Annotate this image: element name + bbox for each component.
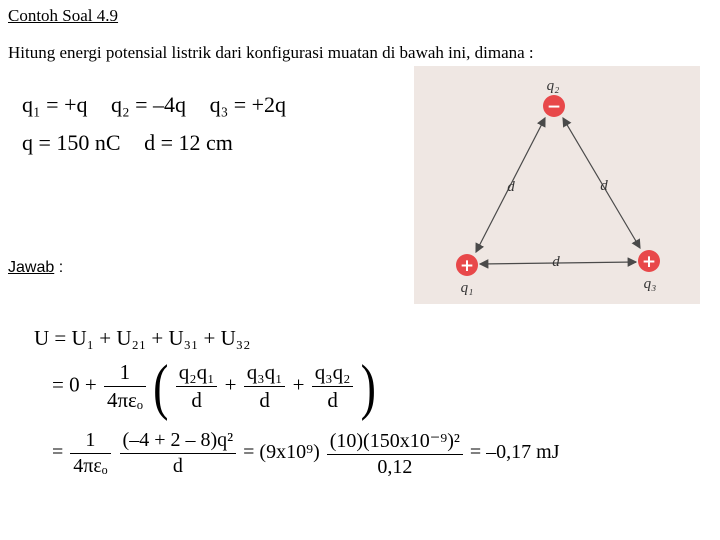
charge-q3-sign: + <box>641 252 657 272</box>
eq3-f2-num: (–4 + 2 – 8)q² <box>120 429 237 454</box>
eq2-term-3-num: q₃q₂ <box>312 360 354 387</box>
eq2-close-paren: ) <box>360 351 376 421</box>
label-d-left: d <box>507 179 515 195</box>
eq3-fraction-2 <box>120 429 237 478</box>
answer-label <box>8 259 63 277</box>
page-title: Contoh Soal 4.9 <box>8 6 119 25</box>
label-q1: q₁ <box>460 280 474 296</box>
eq2-term-2 <box>244 360 286 413</box>
eq3-f1-num: 1 <box>70 429 110 454</box>
equation-line-3 <box>52 428 560 479</box>
problem-statement: Hitung energi potensial listrik dari konfigurasi muatan di bawah ini, dimana : <box>8 43 534 62</box>
eq2-term-2-num: q₃q₁ <box>244 360 286 387</box>
given-q2: q₂ = –4q <box>110 92 187 117</box>
eq2-plus-1: + <box>224 372 237 397</box>
charge-q1-sign: + <box>459 256 475 276</box>
eq3-f2-den: d <box>172 455 183 477</box>
eq2-plus-2: + <box>292 372 305 397</box>
eq2-coef-den: 4πεₒ <box>106 388 143 412</box>
eq2-lead: = 0 + <box>52 372 97 397</box>
eq2-coef-num: 1 <box>104 360 146 387</box>
label-d-bottom: d <box>552 254 560 270</box>
eq3-f3-den: 0,12 <box>377 456 413 478</box>
eq3-f1-den: 4πεₒ <box>73 455 108 477</box>
given-q: q = 150 nC <box>22 130 121 155</box>
label-q3: q₃ <box>643 276 657 292</box>
eq3-lead: = <box>52 441 64 464</box>
triangle-diagram <box>414 66 700 304</box>
eq2-term-1 <box>176 360 218 413</box>
eq3-mid: = (9x10⁹) <box>243 441 320 464</box>
eq3-fraction-1 <box>70 429 110 478</box>
label-q2: q₂ <box>546 78 560 94</box>
charge-triangle-figure <box>414 66 700 304</box>
eq2-coefficient-fraction <box>104 360 146 413</box>
given-row-1 <box>22 92 304 118</box>
eq3-result: = –0,17 mJ <box>469 441 560 464</box>
answer-label-colon: : <box>54 259 64 276</box>
given-q3: q₃ = +2q <box>209 92 287 117</box>
eq2-term-1-den: d <box>191 388 202 412</box>
equation-line-1: U = U₁ + U₂₁ + U₃₁ + U₃₂ <box>34 326 251 350</box>
equation-line-2 <box>52 351 376 421</box>
given-d: d = 12 cm <box>144 130 233 155</box>
eq2-term-2-den: d <box>259 388 270 412</box>
eq2-term-3 <box>312 360 354 413</box>
given-row-2 <box>22 130 251 156</box>
charge-q2-sign: − <box>546 97 562 117</box>
eq3-fraction-3 <box>327 428 463 479</box>
eq3-f3-num: (10)(150x10⁻⁹)² <box>327 428 463 455</box>
answer-label-text: Jawab <box>8 259 55 276</box>
label-d-right: d <box>600 178 608 194</box>
eq2-open-paren: ( <box>153 351 169 421</box>
eq2-term-3-den: d <box>327 388 338 412</box>
given-q1: q₁ = +q <box>22 92 88 117</box>
eq2-term-1-num: q₂q₁ <box>176 360 218 387</box>
